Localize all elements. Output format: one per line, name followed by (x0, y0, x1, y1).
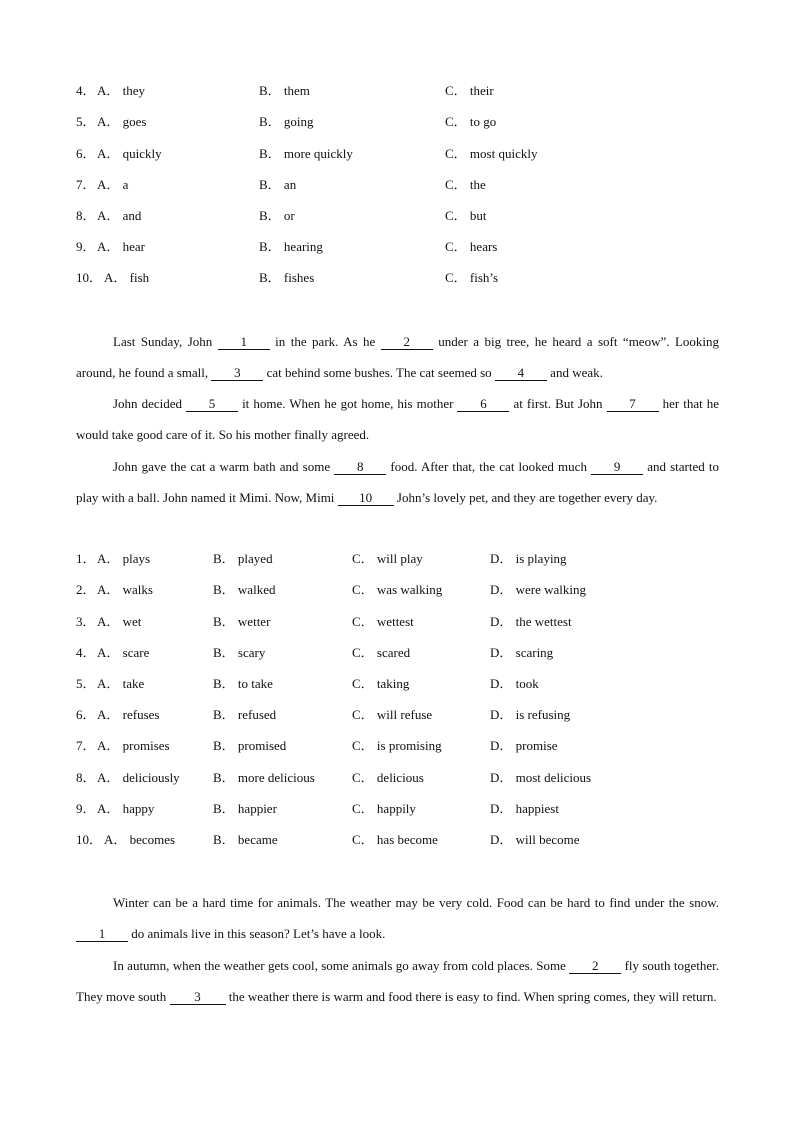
option-b: B． fishes (259, 270, 315, 285)
blank-4: 4 (495, 366, 547, 381)
option-c: C． will play (352, 551, 423, 566)
option-a: A． happy (97, 801, 155, 816)
option-c: C． is promising (352, 738, 442, 753)
option-d: D． promise (490, 738, 558, 753)
blank-6: 6 (457, 397, 509, 412)
blank-1: 1 (76, 927, 128, 942)
blank-9: 9 (591, 460, 643, 475)
blank-3: 3 (170, 990, 226, 1005)
option-b: B． going (259, 114, 314, 129)
option-b: B． wetter (213, 614, 271, 629)
option-b: B． or (259, 208, 295, 223)
option-d: D． happiest (490, 801, 559, 816)
option-b: B． to take (213, 676, 273, 691)
option-c: C． their (445, 83, 494, 98)
question-number: 9． (76, 239, 96, 254)
question-number: 9． (76, 801, 96, 816)
option-c: C． was walking (352, 582, 443, 597)
option-a: A． walks (97, 582, 153, 597)
option-a: A． goes (97, 114, 147, 129)
option-a: A． deliciously (97, 770, 180, 785)
option-c: C． has become (352, 832, 438, 847)
option-c: C． fish’s (445, 270, 499, 285)
passage2-paragraph2: John decided 5 it home. When he got home, his mother 6 at first. But John 7 her that he would take good care of it. So his mother finally agreed. (76, 396, 719, 442)
passage2-paragraph3: John gave the cat a warm bath and some 8 food. After that, the cat looked much 9 and started to play with a ball. John named it Mimi. Now, Mimi 10 John’s lovely pet, and they are together every day. (76, 459, 719, 505)
option-c: C． to go (445, 114, 497, 129)
question-number: 5． (76, 114, 96, 129)
blank-2: 2 (381, 335, 433, 350)
option-c: C． happily (352, 801, 416, 816)
option-c: C． most quickly (445, 146, 538, 161)
option-b: B． them (259, 83, 310, 98)
question-number: 2． (76, 582, 96, 597)
option-a: A． refuses (97, 707, 160, 722)
option-d: D． most delicious (490, 770, 592, 785)
blank-1: 1 (218, 335, 270, 350)
option-b: B． more delicious (213, 770, 315, 785)
option-b: B． happier (213, 801, 277, 816)
option-b: B． refused (213, 707, 277, 722)
option-c: C． scared (352, 645, 411, 660)
option-d: D． took (490, 676, 539, 691)
question-number: 1． (76, 551, 96, 566)
option-b: B． more quickly (259, 146, 353, 161)
option-b: B． became (213, 832, 278, 847)
blank-7: 7 (607, 397, 659, 412)
option-a: A． take (97, 676, 145, 691)
option-a: A． scare (97, 645, 150, 660)
blank-3: 3 (211, 366, 263, 381)
option-c: C． taking (352, 676, 410, 691)
option-b: B． promised (213, 738, 287, 753)
question-number: 6． (76, 146, 96, 161)
option-c: C． delicious (352, 770, 424, 785)
passage3-paragraph1: Winter can be a hard time for animals. The weather may be very cold. Food can be hard to find under the snow. 1 do animals live in this season? Let’s have a look. (76, 887, 719, 949)
option-a: A． fish (104, 270, 150, 285)
option-d: D． scaring (490, 645, 554, 660)
question-number: 8． (76, 770, 96, 785)
question-number: 8． (76, 208, 96, 223)
option-d: D． will become (490, 832, 580, 847)
option-a: A． wet (97, 614, 142, 629)
option-b: B． an (259, 177, 297, 192)
option-a: A． quickly (97, 146, 162, 161)
blank-5: 5 (186, 397, 238, 412)
question-number: 7． (76, 177, 96, 192)
option-b: B． walked (213, 582, 276, 597)
question-number: 10． (76, 832, 103, 847)
question-number: 3． (76, 614, 96, 629)
option-c: C． hears (445, 239, 498, 254)
option-a: A． hear (97, 239, 146, 254)
option-a: A． a (97, 177, 129, 192)
option-b: B． hearing (259, 239, 323, 254)
question-number: 5． (76, 676, 96, 691)
option-a: A． plays (97, 551, 151, 566)
option-c: C． wettest (352, 614, 414, 629)
blank-10: 10 (338, 491, 394, 506)
option-c: C． but (445, 208, 487, 223)
option-d: D． is refusing (490, 707, 571, 722)
option-a: A． they (97, 83, 146, 98)
option-b: B． scary (213, 645, 266, 660)
option-c: C． will refuse (352, 707, 433, 722)
question-number: 4． (76, 645, 96, 660)
passage3-paragraph2: In autumn, when the weather gets cool, some animals go away from cold places. Some 2 fly south together. They move south 3 the weather there is warm and food there is easy to find. When spring comes, they will return. (76, 958, 719, 1004)
option-a: A． becomes (104, 832, 176, 847)
option-d: D． is playing (490, 551, 567, 566)
passage2-paragraph1: Last Sunday, John 1 in the park. As he 2 under a big tree, he heard a soft “meow”. Looking around, he found a small, 3 cat behind some bushes. The cat seemed so 4 and weak. (76, 334, 719, 380)
question-number: 7． (76, 738, 96, 753)
question-number: 10． (76, 270, 103, 285)
option-d: D． the wettest (490, 614, 572, 629)
option-a: A． promises (97, 738, 170, 753)
blank-2: 2 (569, 959, 621, 974)
blank-8: 8 (334, 460, 386, 475)
option-a: A． and (97, 208, 142, 223)
option-c: C． the (445, 177, 486, 192)
option-d: D． were walking (490, 582, 587, 597)
question-number: 6． (76, 707, 96, 722)
question-number: 4． (76, 83, 96, 98)
option-b: B． played (213, 551, 273, 566)
